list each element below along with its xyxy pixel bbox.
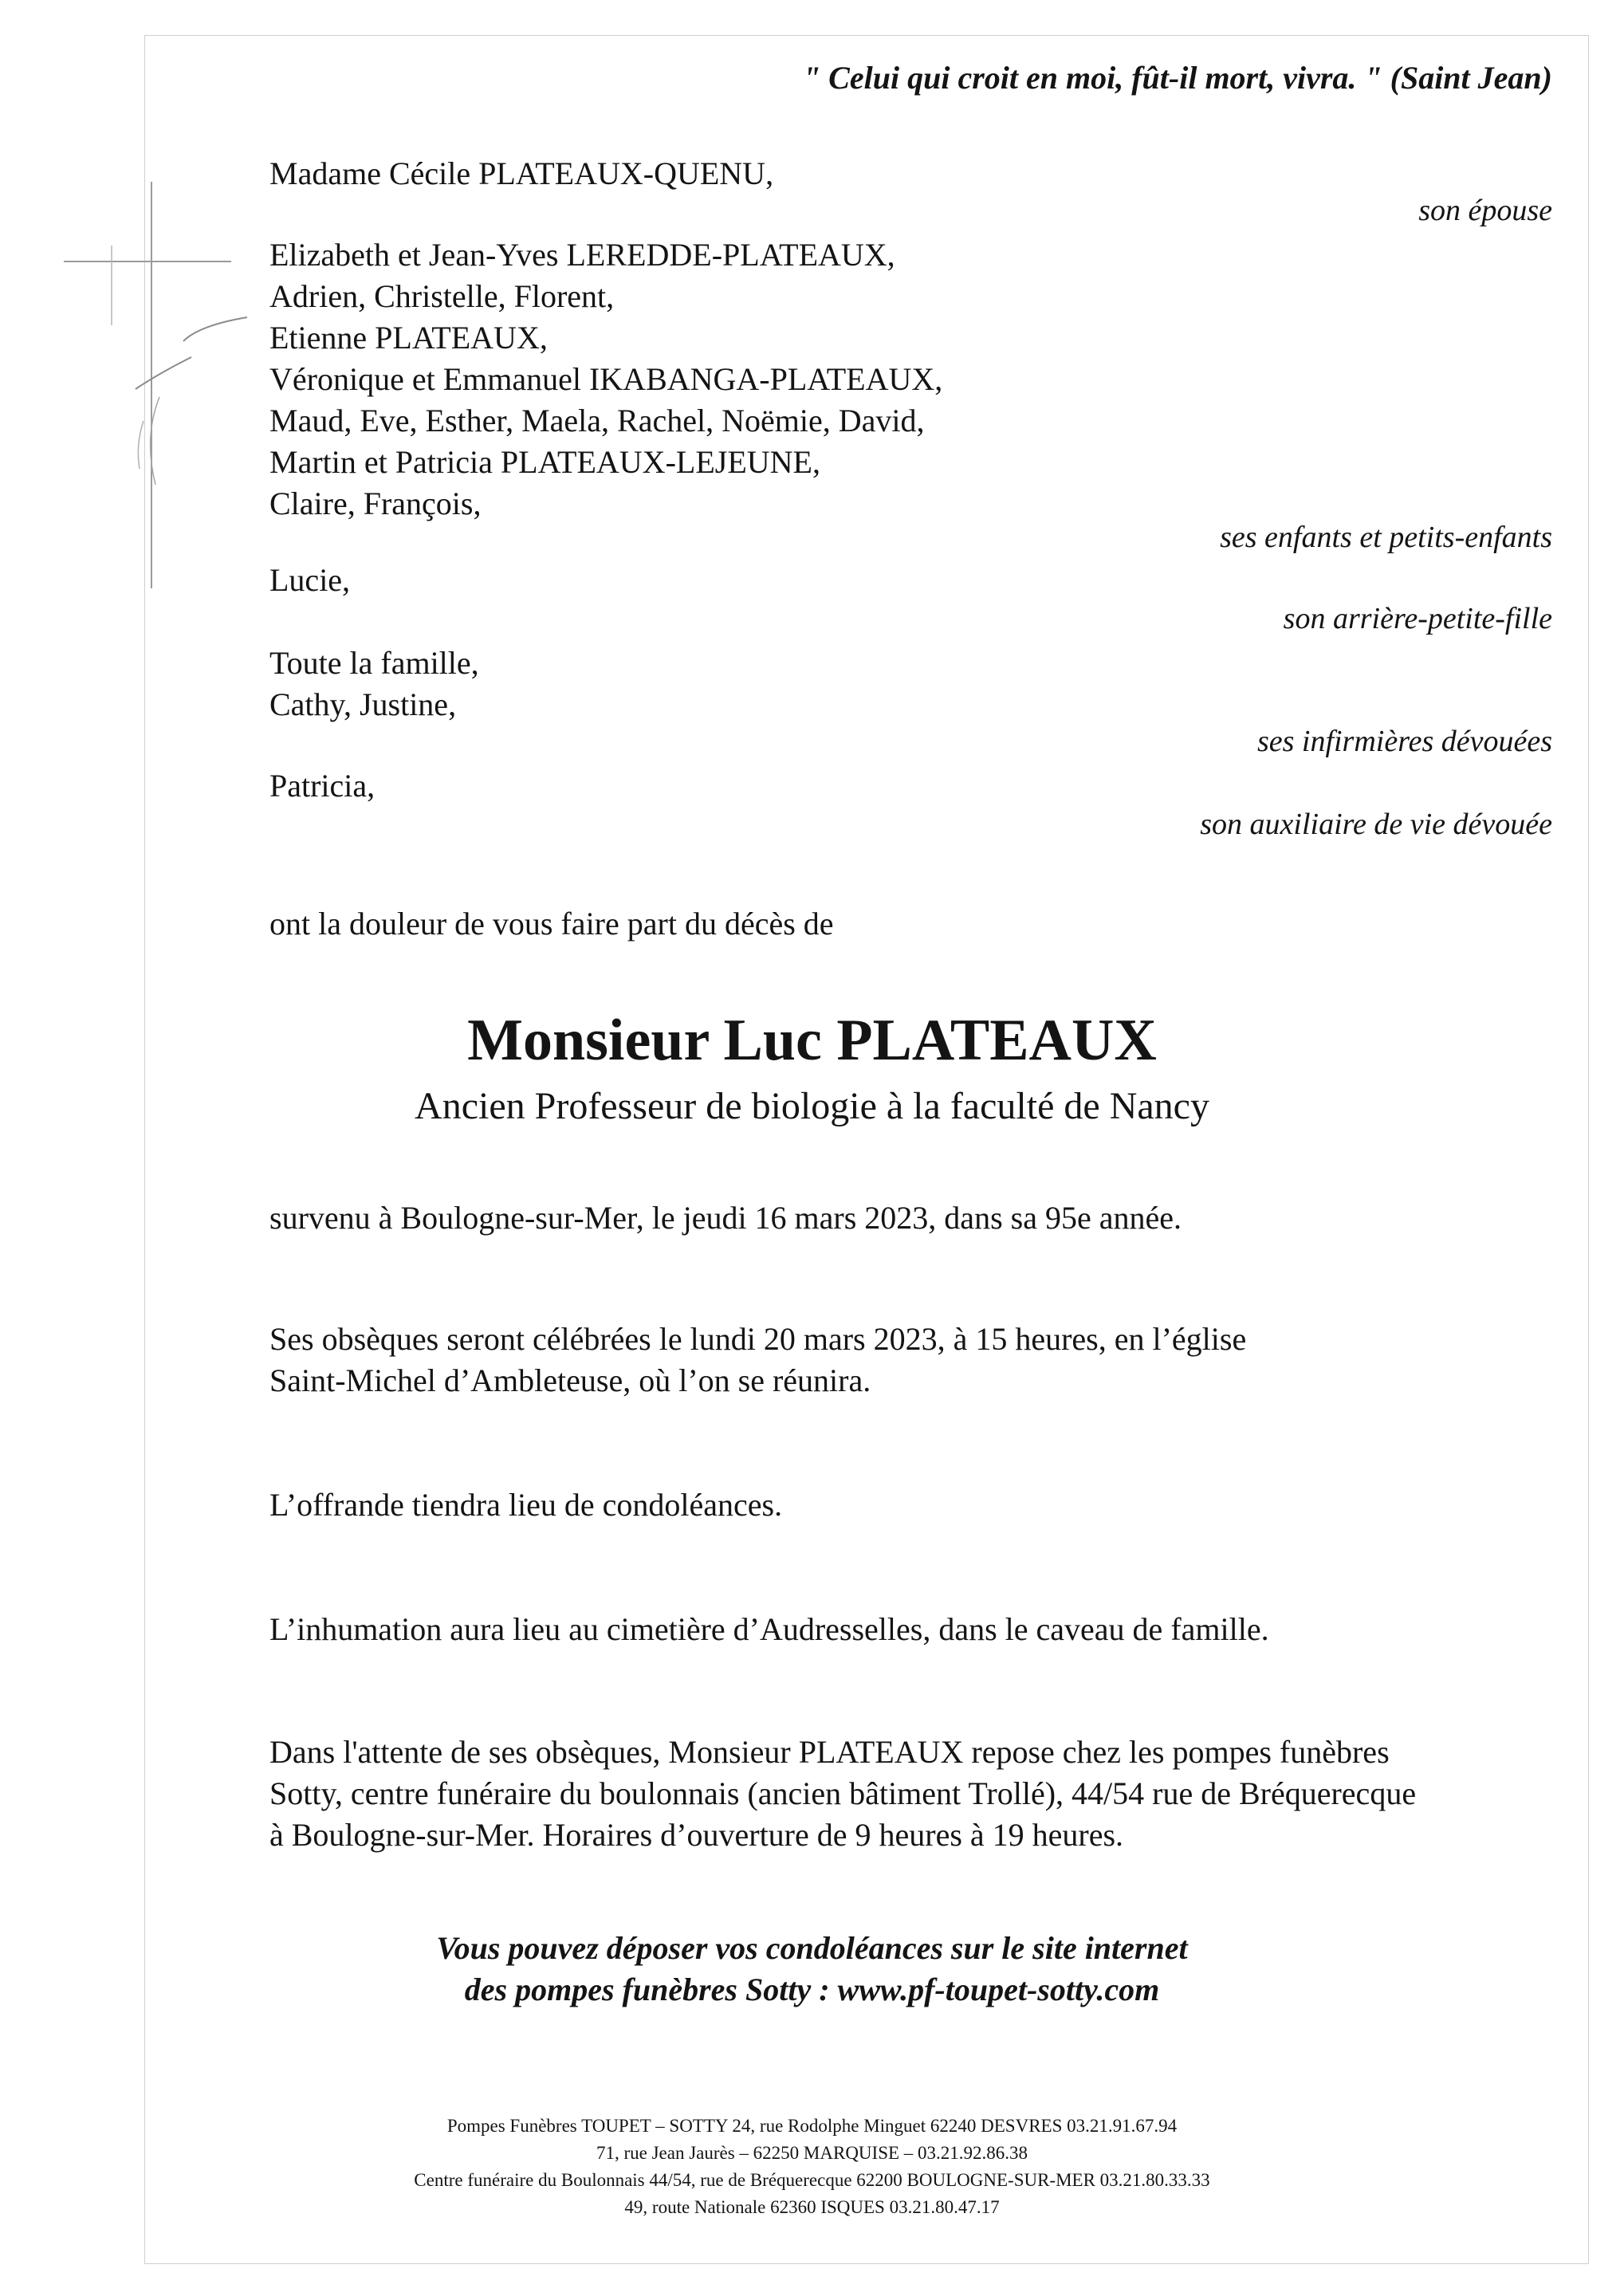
spouse-role: son épouse [1418,194,1552,227]
condolences-notice [0,1928,1624,2011]
list-item: Adrien, Christelle, Florent, [269,278,615,314]
paragraph-line: Ses obsèques seront célébrées le lundi 20 mars 2023, à 15 heures, en l’église [269,1321,1247,1357]
list-item: Elizabeth et Jean-Yves LEREDDE-PLATEAUX, [269,237,895,273]
footer-line: Centre funéraire du Boulonnais 44/54, rue de Bréquerecque 62200 BOULOGNE-SUR-MER 03.21.80.33.33 [414,2170,1210,2190]
children-list [269,234,942,525]
condolences-line: Vous pouvez déposer vos condoléances sur le site internet [436,1930,1188,1966]
funeral-paragraph [269,1319,1246,1402]
death-paragraph: survenu à Boulogne-sur-Mer, le jeudi 16 mars 2023, dans sa 95e année. [269,1200,1182,1236]
footer-line: 71, rue Jean Jaurès – 62250 MARQUISE – 03.21.92.86.38 [596,2143,1028,2163]
condolences-line: des pompes funèbres Sotty : www.pf-toupet-sotty.com [464,1972,1160,2007]
paragraph-line: Sotty, centre funéraire du boulonnais (ancien bâtiment Trollé), 44/54 rue de Bréquerecque [269,1775,1417,1811]
great-grandchild-role: son arrière-petite-fille [1283,602,1552,635]
list-item: Cathy, Justine, [269,686,457,722]
announcement-intro: ont la douleur de vous faire part du décès de [269,906,834,942]
paragraph-line: Saint-Michel d’Ambleteuse, où l’on se réunira. [269,1362,871,1398]
list-item: Martin et Patricia PLATEAUX-LEJEUNE, [269,444,820,480]
funeral-home-footer [0,2113,1624,2221]
paragraph-line: Dans l'attente de ses obsèques, Monsieur PLATEAUX repose chez les pompes funèbres [269,1734,1390,1770]
great-grandchild-name: Lucie, [269,562,351,598]
cross-icon [64,182,255,596]
deceased-name: Monsieur Luc PLATEAUX [467,1008,1157,1073]
nurses-role: ses infirmières dévouées [1256,725,1552,758]
aide-name: Patricia, [269,768,376,804]
epigraph: " Celui qui croit en moi, fût-il mort, vivra. " (Saint Jean) [802,60,1552,96]
children-role: ses enfants et petits-enfants [1220,521,1552,554]
footer-line: Pompes Funèbres TOUPET – SOTTY 24, rue Rodolphe Minguet 62240 DESVRES 03.21.91.67.94 [446,2116,1178,2136]
footer-line: 49, route Nationale 62360 ISQUES 03.21.80.47.17 [624,2197,1000,2217]
list-item: Maud, Eve, Esther, Maela, Rachel, Noëmie, David, [269,403,925,438]
list-item: Claire, François, [269,486,482,521]
list-item: Véronique et Emmanuel IKABANGA-PLATEAUX, [269,361,943,397]
deceased-profession: Ancien Professeur de biologie à la faculté de Nancy [415,1085,1209,1127]
wake-paragraph [269,1732,1416,1856]
paragraph-line: à Boulogne-sur-Mer. Horaires d’ouverture de 9 heures à 19 heures. [269,1817,1124,1853]
family-list [269,643,479,725]
list-item: Toute la famille, [269,645,479,681]
list-item: Etienne PLATEAUX, [269,320,548,356]
offering-paragraph: L’offrande tiendra lieu de condoléances. [269,1487,783,1523]
burial-paragraph: L’inhumation aura lieu au cimetière d’Audresselles, dans le caveau de famille. [269,1611,1269,1647]
spouse-name: Madame Cécile PLATEAUX-QUENU, [269,155,774,191]
aide-role: son auxiliaire de vie dévouée [1200,808,1552,841]
